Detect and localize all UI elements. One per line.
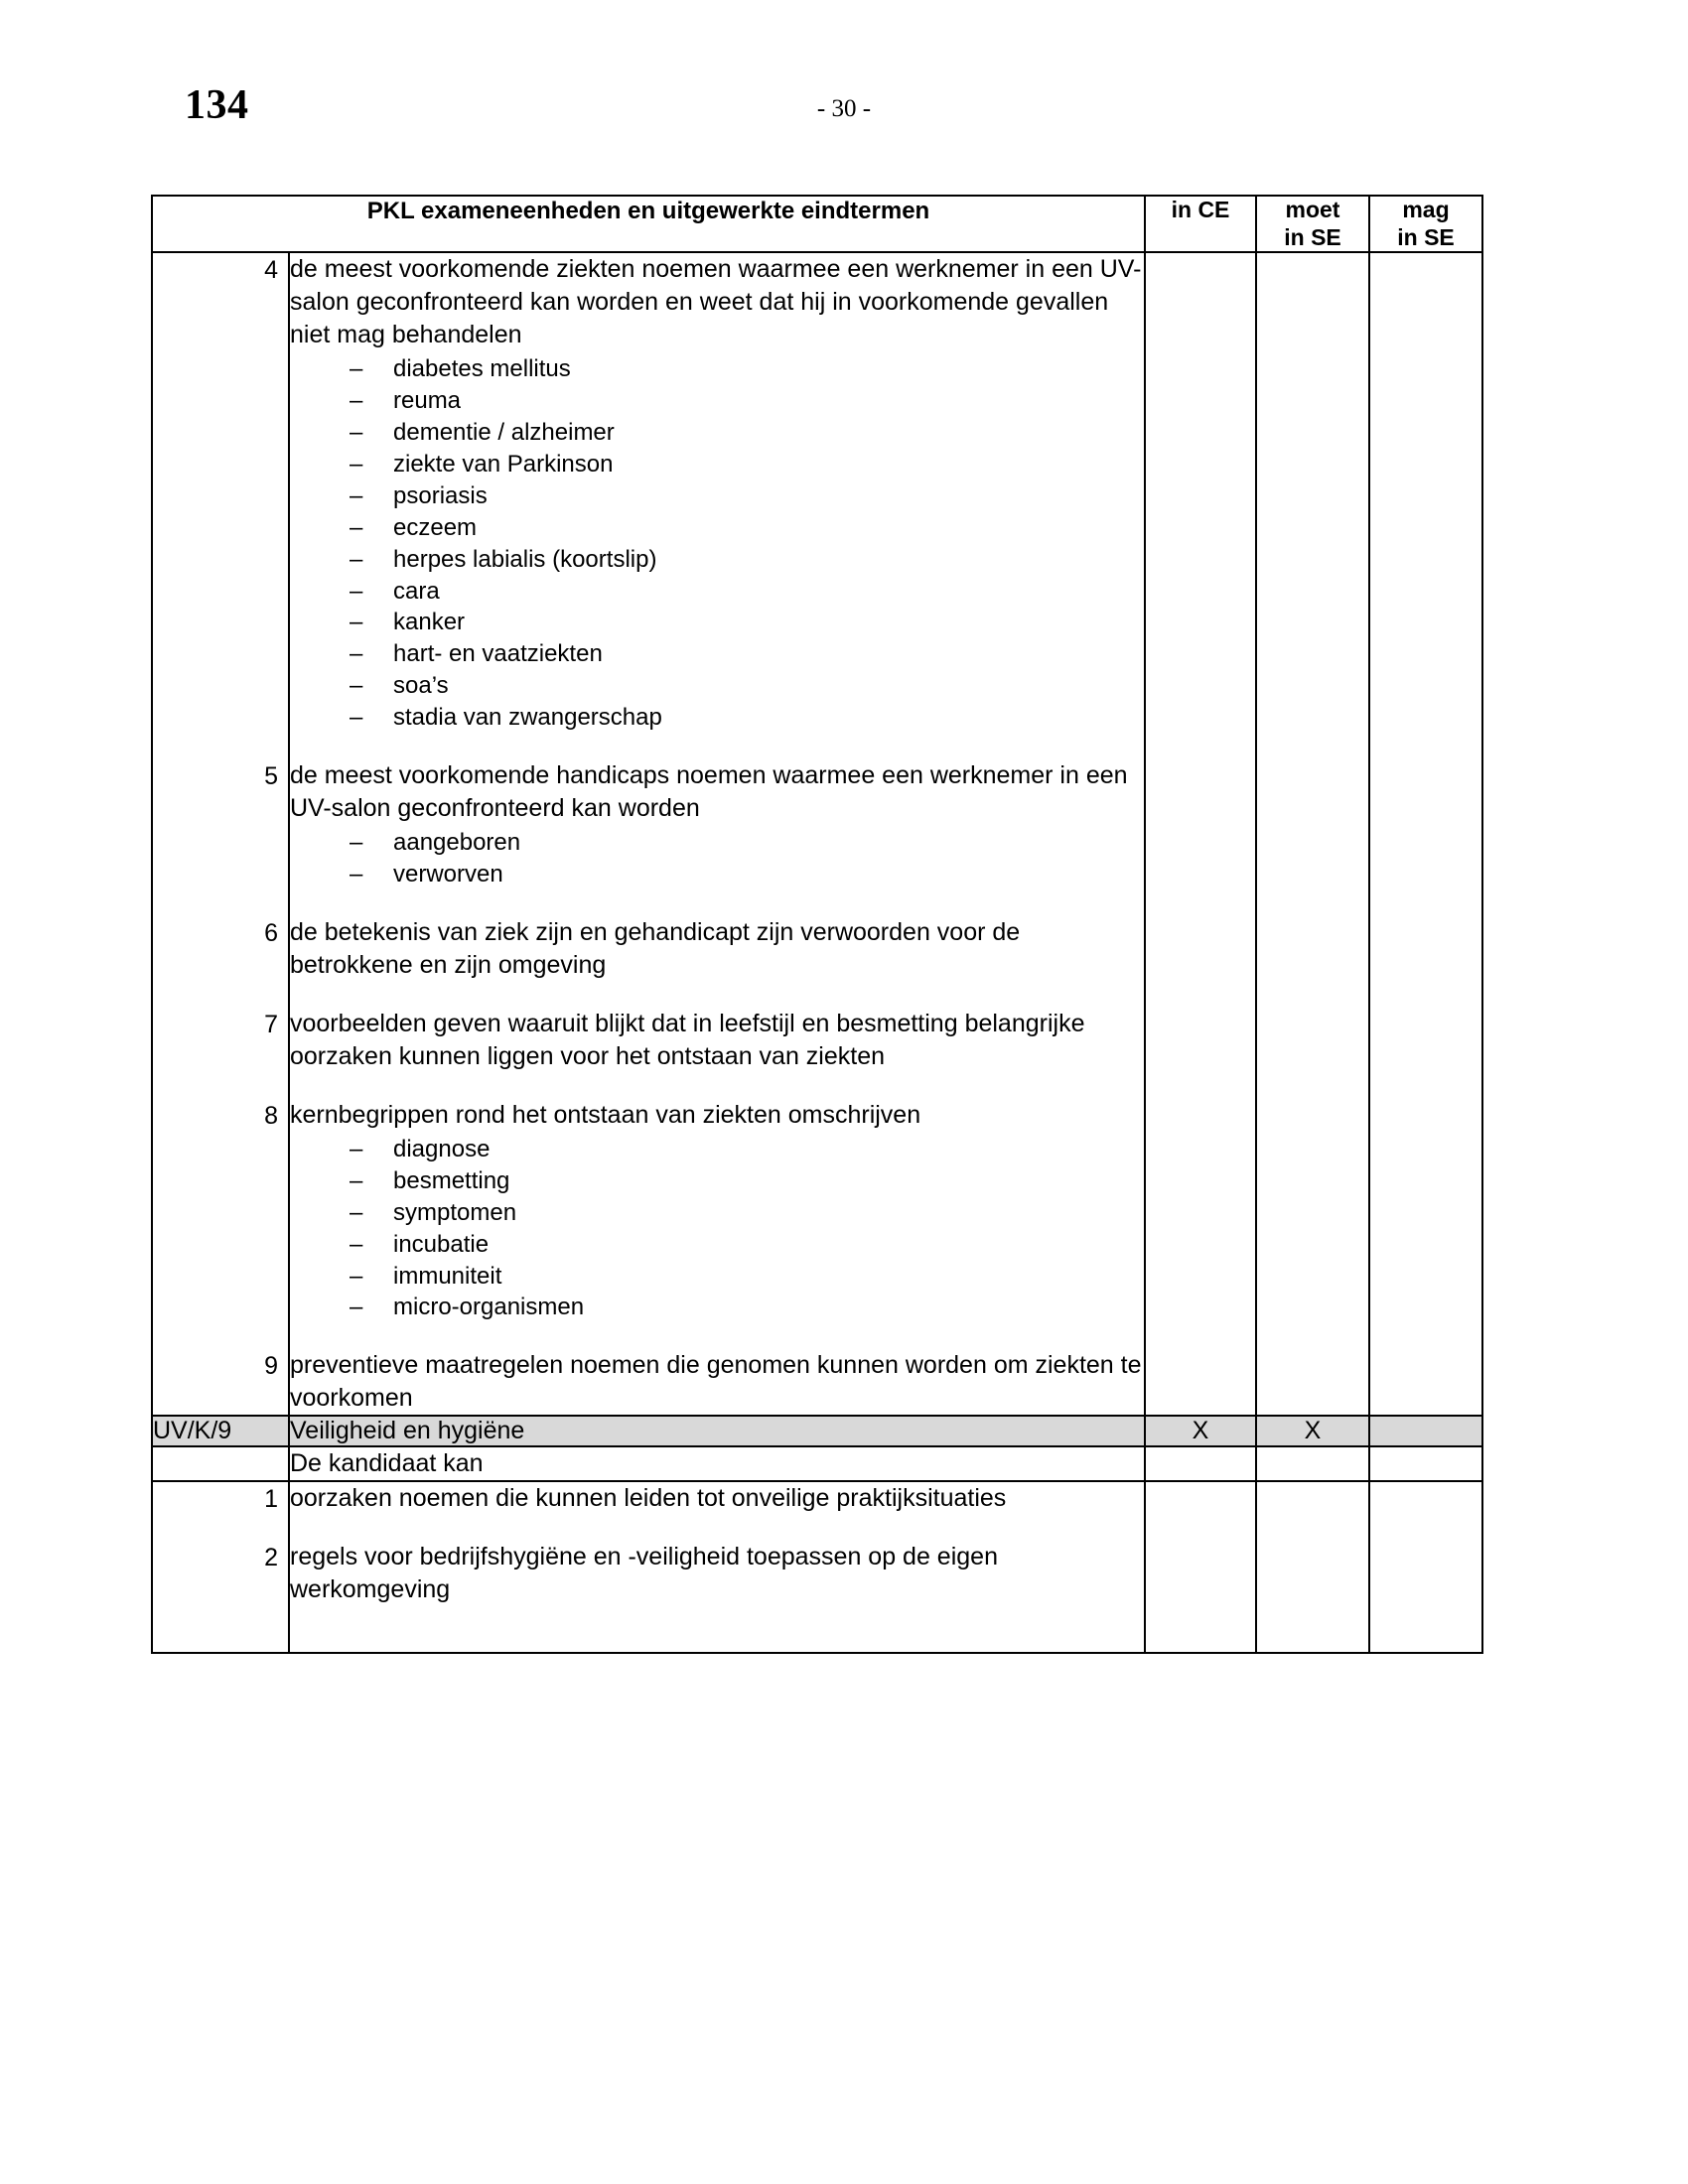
row-items [290, 827, 1144, 890]
eindtermen-table [151, 195, 1483, 1654]
dash-marker: – [350, 545, 363, 573]
list-item-label: verworven [393, 860, 503, 887]
list-item [290, 1261, 1144, 1293]
moet-in-se-cell [1256, 1481, 1369, 1653]
dash-marker: – [350, 481, 363, 509]
row-text-paragraph: de meest voorkomende handicaps noemen waarmee een werknemer in een UV-salon geconfronteerd kan worden [290, 761, 1128, 823]
mag-in-se-cell [1369, 1446, 1482, 1481]
list-item [290, 859, 1144, 890]
list-item-label: diabetes mellitus [393, 355, 571, 383]
block-gap [290, 1515, 1144, 1541]
list-item [290, 827, 1144, 859]
list-item-label: aangeboren [393, 829, 521, 857]
section-intro-text: De kandidaat kan [289, 1446, 1145, 1481]
row-numbers-cell [152, 1481, 289, 1653]
row-items [290, 353, 1144, 734]
dash-marker: – [350, 640, 363, 668]
moet-in-se-cell [1256, 1446, 1369, 1481]
header-title: PKL exameneenheden en uitgewerkte eindtermen [152, 196, 1145, 252]
block-gap [290, 1323, 1144, 1349]
list-item [290, 1165, 1144, 1197]
header-mag-line1: mag [1402, 197, 1450, 222]
list-item-label: micro-organismen [393, 1294, 585, 1321]
moet-in-se-cell [1256, 252, 1369, 1416]
row-text-paragraph: kernbegrippen rond het ontstaan van ziekten omschrijven [290, 1100, 921, 1129]
list-item [290, 353, 1144, 385]
dash-marker: – [350, 1166, 363, 1194]
header-mag-in-se [1369, 196, 1482, 252]
dash-marker: – [350, 513, 363, 541]
dash-marker: – [350, 704, 363, 732]
list-item [290, 1292, 1144, 1323]
row-number: 8 [264, 1101, 278, 1130]
section-header-row [152, 1416, 1482, 1446]
block-gap [290, 890, 1144, 916]
row-text [290, 916, 1144, 982]
list-item-label: reuma [393, 387, 462, 415]
dash-marker: – [350, 577, 363, 605]
list-item-label: diagnose [393, 1135, 491, 1162]
row-text-paragraph: de betekenis van ziek zijn en gehandicapt zijn verwoorden voor de betrokkene en zijn omgeving [290, 917, 1021, 979]
row-text-paragraph: preventieve maatregelen noemen die genomen kunnen worden om ziekten te voorkomen [290, 1351, 1142, 1413]
mag-in-se-cell [1369, 1481, 1482, 1653]
dash-marker: – [350, 450, 363, 478]
section-mag-in-se [1369, 1416, 1482, 1446]
row-text [290, 253, 1144, 734]
document-number: 134 [185, 82, 249, 128]
list-item-label: stadia van zwangerschap [393, 704, 662, 732]
dash-marker: – [350, 355, 363, 383]
dash-marker: – [350, 860, 363, 887]
table-row [152, 1481, 1482, 1653]
list-item [290, 449, 1144, 480]
section-in-ce: X [1145, 1416, 1256, 1446]
row-number: 2 [264, 1544, 278, 1572]
block-gap [290, 734, 1144, 759]
row-text-paragraph: de meest voorkomende ziekten noemen waarmee een werknemer in een UV-salon geconfronteerd kan worden en weet dat hij in voorkomende gevallen niet mag behandelen [290, 255, 1142, 349]
header-moet-line2: in SE [1284, 223, 1341, 250]
row-texts-cell [289, 252, 1145, 1416]
list-item [290, 1134, 1144, 1165]
page-number: - 30 - [816, 95, 872, 122]
row-texts-cell [289, 1481, 1145, 1653]
row-text-paragraph: voorbeelden geven waaruit blijkt dat in leefstijl en besmetting belangrijke oorzaken kunnen liggen voor het ontstaan van ziekten [290, 1009, 1085, 1070]
list-item [290, 1197, 1144, 1229]
list-item-label: herpes labialis (koortslip) [393, 545, 657, 573]
header-moet-line1: moet [1285, 197, 1340, 222]
row-numbers-cell [152, 252, 289, 1416]
table-header-row [152, 196, 1482, 252]
list-item [290, 417, 1144, 449]
header-moet-in-se [1256, 196, 1369, 252]
list-item [290, 607, 1144, 638]
dash-marker: – [350, 1262, 363, 1290]
bottom-padding [290, 1606, 1144, 1652]
list-item [290, 385, 1144, 417]
list-item-label: besmetting [393, 1166, 510, 1194]
list-item [290, 480, 1144, 512]
list-item-label: eczeem [393, 513, 478, 541]
list-item [290, 576, 1144, 608]
list-item [290, 1229, 1144, 1261]
section-code: UV/K/9 [152, 1416, 289, 1446]
block-gap [290, 1073, 1144, 1099]
section-moet-in-se: X [1256, 1416, 1369, 1446]
list-item-label: symptomen [393, 1198, 517, 1226]
row-number-cell [152, 1446, 289, 1481]
dash-marker: – [350, 387, 363, 415]
dash-marker: – [350, 829, 363, 857]
list-item [290, 638, 1144, 670]
row-number: 4 [264, 256, 278, 285]
row-number: 7 [264, 1010, 278, 1038]
list-item-label: immuniteit [393, 1262, 502, 1290]
row-text: regels voor bedrijfshygiëne en -veiligheid toepassen op de eigen werkomgeving [290, 1543, 998, 1604]
section-title: Veiligheid en hygiëne [289, 1416, 1145, 1446]
list-item [290, 512, 1144, 544]
dash-marker: – [350, 1135, 363, 1162]
row-number: 1 [264, 1485, 278, 1514]
row-text [290, 1099, 1144, 1323]
list-item [290, 544, 1144, 576]
list-item-label: dementie / alzheimer [393, 419, 615, 446]
dash-marker: – [350, 1230, 363, 1258]
in-ce-cell [1145, 1481, 1256, 1653]
in-ce-cell [1145, 1446, 1256, 1481]
dash-marker: – [350, 609, 363, 636]
dash-marker: – [350, 1198, 363, 1226]
list-item-label: soa’s [393, 672, 449, 700]
list-item-label: kanker [393, 609, 466, 636]
section-intro-row [152, 1446, 1482, 1481]
row-text [290, 1008, 1144, 1073]
list-item-label: cara [393, 577, 440, 605]
list-item-label: psoriasis [393, 481, 488, 509]
row-number: 9 [264, 1352, 278, 1381]
list-item [290, 670, 1144, 702]
table-row [152, 252, 1482, 1416]
row-text [290, 1349, 1144, 1415]
row-text [290, 759, 1144, 890]
mag-in-se-cell [1369, 252, 1482, 1416]
in-ce-cell [1145, 252, 1256, 1416]
dash-marker: – [350, 672, 363, 700]
header-in-ce: in CE [1145, 196, 1256, 252]
row-text: oorzaken noemen die kunnen leiden tot onveilige praktijksituaties [290, 1484, 1007, 1513]
dash-marker: – [350, 419, 363, 446]
list-item [290, 702, 1144, 734]
row-number: 5 [264, 762, 278, 791]
list-item-label: ziekte van Parkinson [393, 450, 614, 478]
block-gap [290, 982, 1144, 1008]
row-items [290, 1134, 1144, 1323]
list-item-label: hart- en vaatziekten [393, 640, 603, 668]
dash-marker: – [350, 1294, 363, 1321]
list-item-label: incubatie [393, 1230, 490, 1258]
row-number: 6 [264, 918, 278, 947]
header-mag-line2: in SE [1397, 223, 1455, 250]
